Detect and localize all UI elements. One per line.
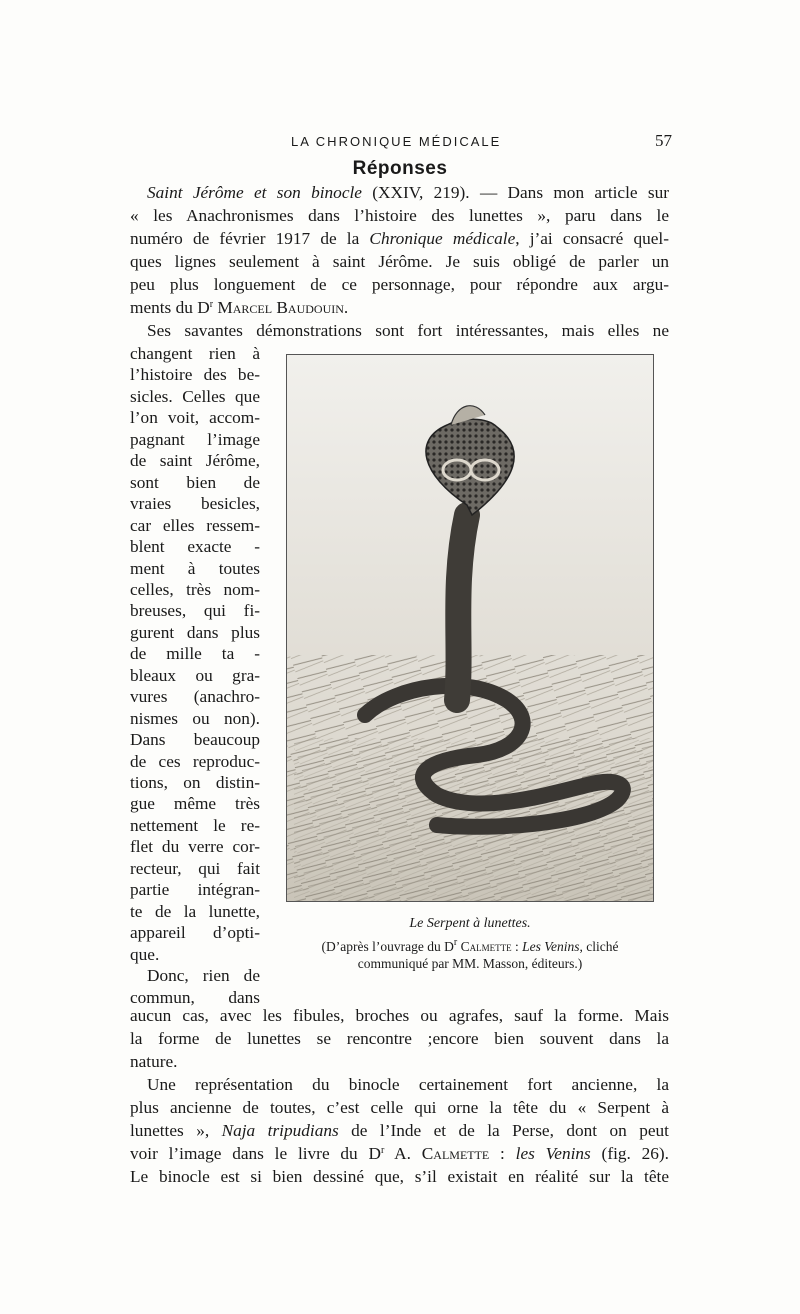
narrow-line: pagnant l’image xyxy=(130,430,260,449)
cobra-figure xyxy=(286,354,654,902)
text-run: de l’Inde et de la Perse, dont on peut xyxy=(338,1121,669,1140)
narrow-line: changent rien à xyxy=(130,344,260,363)
article-line: aucun cas, avec les fibules, broches ou agrafes, sauf la forme. Mais xyxy=(130,1006,669,1025)
subject-ref: (XXIV, 219). — Dans mon article sur xyxy=(361,183,669,202)
narrow-line: tions, on distin- xyxy=(130,773,260,792)
article-line: ques lignes seulement à saint Jérôme. Je suis obligé de parler un xyxy=(130,252,669,271)
article-line xyxy=(130,228,669,250)
text-run: ments du D xyxy=(130,298,210,317)
text-run: , cliché xyxy=(579,939,619,954)
book-title: les Venins xyxy=(515,1144,591,1163)
text-run: numéro de février 1917 de la xyxy=(130,229,370,248)
narrow-line: commun, dans xyxy=(130,988,260,1007)
narrow-line: sicles. Celles que xyxy=(130,387,260,406)
figure-source xyxy=(270,938,670,972)
text-run: : xyxy=(489,1144,516,1163)
running-title: LA CHRONIQUE MÉDICALE xyxy=(291,134,502,149)
narrow-line: gurent dans plus xyxy=(130,623,260,642)
article-line: nature. xyxy=(130,1052,178,1071)
narrow-line: l’histoire des be- xyxy=(130,365,260,384)
article-line xyxy=(130,1120,669,1142)
narrow-line: de saint Jérôme, xyxy=(130,451,260,470)
article-line: Une représentation du binocle certainement fort ancienne, la xyxy=(147,1075,669,1094)
narrow-line: car elles ressem- xyxy=(130,516,260,535)
narrow-line: l’on voit, accom- xyxy=(130,408,260,427)
text-run: lunettes », xyxy=(130,1121,222,1140)
cobra-illustration xyxy=(287,355,653,901)
book-title: Les Venins xyxy=(522,939,580,954)
narrow-line: Dans beaucoup xyxy=(130,730,260,749)
author-name: Calmette xyxy=(457,939,512,954)
text-run: , j’ai consacré quel- xyxy=(515,229,669,248)
figure-caption: Le Serpent à lunettes. xyxy=(409,916,531,931)
text-run: communiqué par MM. Masson, éditeurs.) xyxy=(357,956,583,971)
narrow-line: blent exacte - xyxy=(130,537,260,556)
narrow-line: bleaux ou gra- xyxy=(130,666,260,685)
narrow-line: flet du verre cor- xyxy=(130,837,260,856)
article-line xyxy=(147,182,669,204)
superscript: r xyxy=(453,937,458,948)
narrow-line: recteur, qui fait xyxy=(130,859,260,878)
author-name: A. Calmette xyxy=(384,1144,490,1163)
text-run: (D’après l’ouvrage du D xyxy=(321,939,454,954)
narrow-line: sont bien de xyxy=(130,473,260,492)
article-line xyxy=(130,297,669,319)
article-line: la forme de lunettes se rencontre ;encore bien souvent dans la xyxy=(130,1029,669,1048)
narrow-line: partie intégran- xyxy=(130,880,260,899)
narrow-line: gue même très xyxy=(130,794,260,813)
narrow-line: ment à toutes xyxy=(130,559,260,578)
species-name: Naja tripudians xyxy=(221,1121,339,1140)
superscript: r xyxy=(380,1145,385,1156)
text-run: . xyxy=(343,298,349,317)
article-line: Ses savantes démonstrations sont fort intéressantes, mais elles ne xyxy=(147,321,669,340)
narrow-line: celles, très nom- xyxy=(130,580,260,599)
page-number: 57 xyxy=(655,131,672,150)
text-run: : xyxy=(511,939,523,954)
article-line: peu plus longuement de ce personnage, pour répondre aux argu- xyxy=(130,275,669,294)
narrow-line: vraies besicles, xyxy=(130,494,260,513)
journal-title: Chronique médicale xyxy=(369,229,516,248)
narrow-line: de mille ta - xyxy=(130,644,260,663)
author-name: Marcel Baudouin xyxy=(217,298,344,317)
article-line: « les Anachronismes dans l’histoire des lunettes », paru dans le xyxy=(130,206,669,225)
narrow-line: vures (anachro- xyxy=(130,687,260,706)
narrow-line: nettement le re- xyxy=(130,816,260,835)
text-run: voir l’image dans le livre du D xyxy=(130,1144,381,1163)
article-line: Le binocle est si bien dessiné que, s’il existait en réalité sur la tête xyxy=(130,1167,669,1186)
narrow-line: de ces reproduc- xyxy=(130,752,260,771)
section-title: Réponses xyxy=(352,158,448,179)
article-line xyxy=(130,1143,669,1165)
superscript: r xyxy=(209,299,214,310)
narrow-line: appareil d’opti- xyxy=(130,923,260,942)
text-run: (fig. 26). xyxy=(590,1144,669,1163)
subject-title: Saint Jérôme et son binocle xyxy=(147,183,362,202)
narrow-line: te de la lunette, xyxy=(130,902,260,921)
narrow-line: nismes ou non). xyxy=(130,709,260,728)
narrow-line: breuses, qui fi- xyxy=(130,601,260,620)
narrow-line: Donc, rien de xyxy=(147,966,260,985)
running-head xyxy=(0,131,800,153)
article-line: plus ancienne de toutes, c’est celle qui orne la tête du « Serpent à xyxy=(130,1098,669,1117)
narrow-line: que. xyxy=(130,945,160,964)
